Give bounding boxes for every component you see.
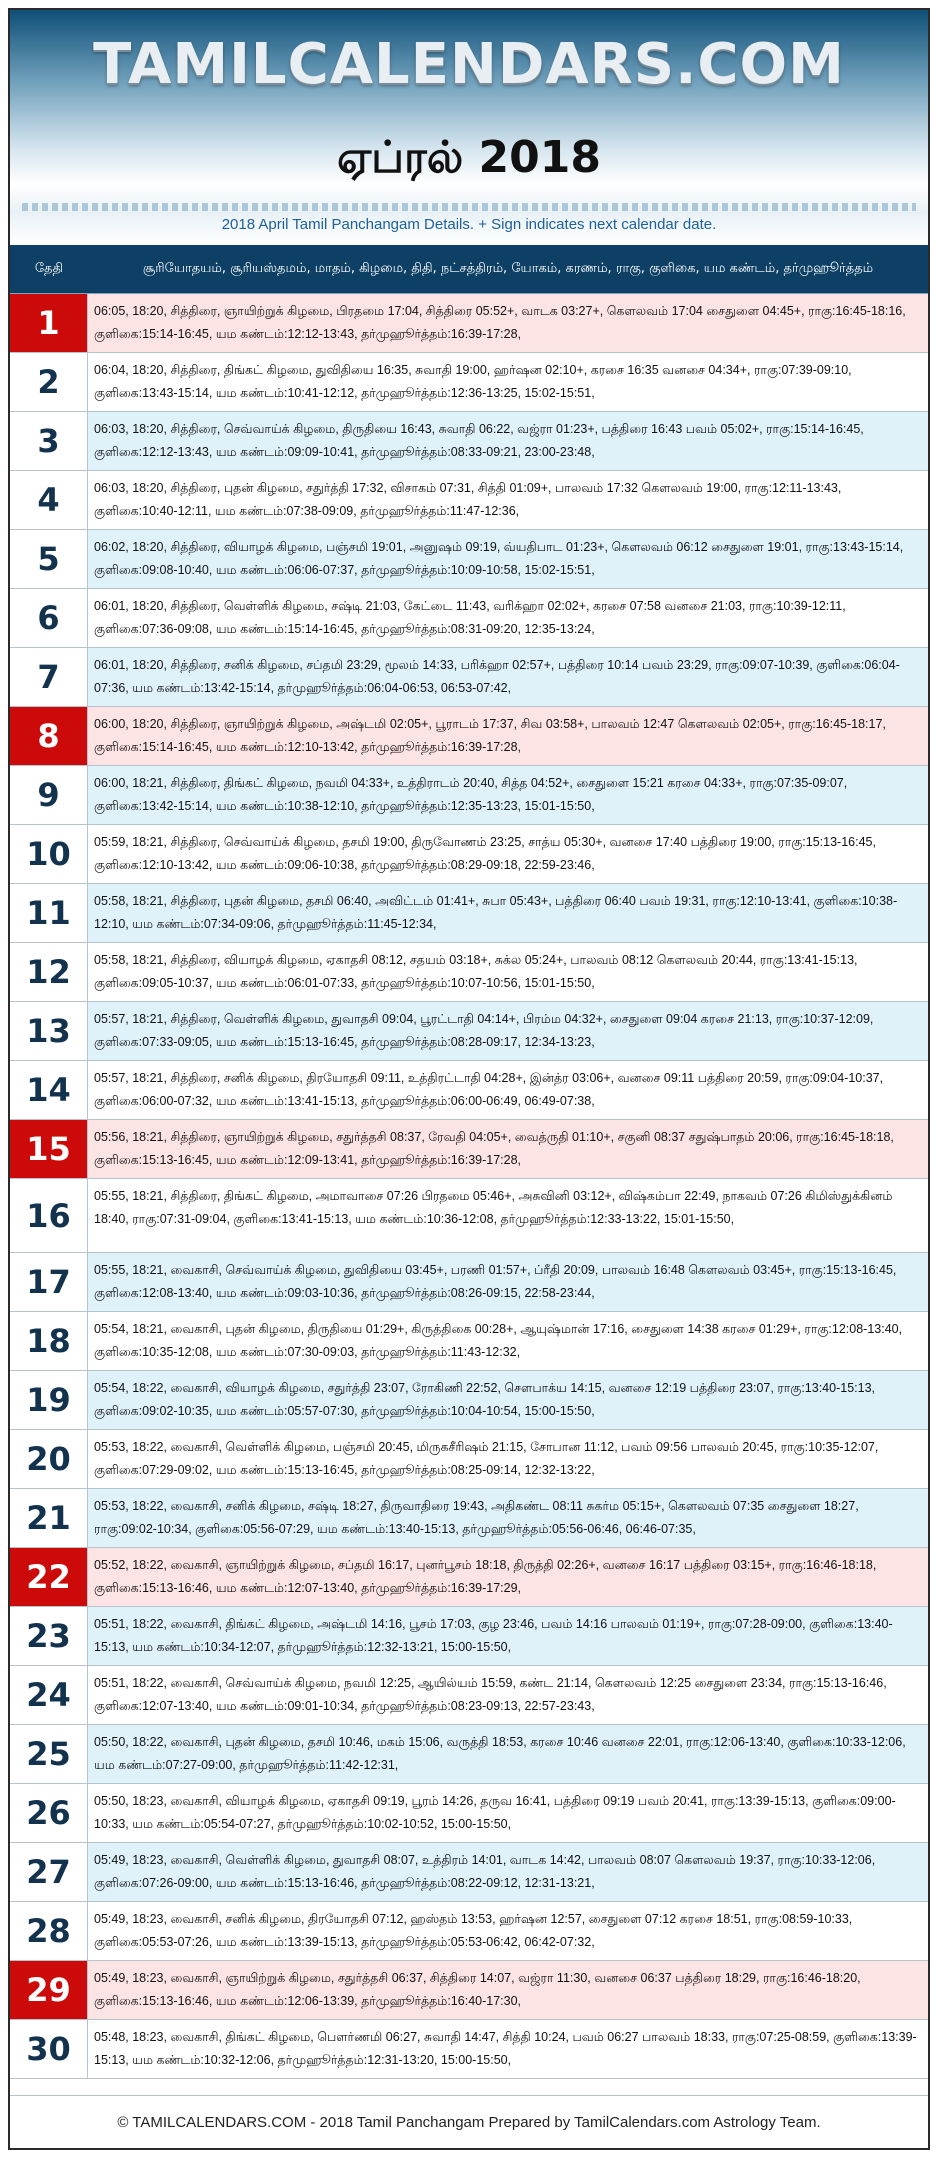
panchangam-details-cell: 05:58, 18:21, சித்திரை, வியாழக் கிழமை, ஏகாதசி 08:12, சதயம் 03:18+, சுக்ல 05:24+, பாலவம் 08:12 கௌலவம் 20:44, ராகு:13:41-15:13, குளிகை:09:05-10:37, யம கண்டம்:06:01-07:33, தர்முஹூர்த்தம்:10:07-10:56, 15:01-15:50, — [88, 943, 928, 1001]
page-footer: © TAMILCALENDARS.COM - 2018 Tamil Panchangam Prepared by TamilCalendars.com Astrology Team. — [10, 2095, 928, 2148]
date-cell: 9 — [10, 766, 88, 824]
panchangam-details-cell: 05:58, 18:21, சித்திரை, புதன் கிழமை, தசமி 06:40, அவிட்டம் 01:41+, சுபா 05:43+, பத்திரை 06:40 பவம் 19:31, ராகு:12:10-13:41, குளிகை:10:38-12:10, யம கண்டம்:07:34-09:06, தர்முஹூர்த்தம்:11:45-12:34, — [88, 884, 928, 942]
panchangam-details-cell: 06:03, 18:20, சித்திரை, செவ்வாய்க் கிழமை, திருதியை 16:43, சுவாதி 06:22, வஜ்ரா 01:23+, பத்திரை 16:43 பவம் 05:02+, ராகு:15:14-16:45, குளிகை:12:12-13:43, யம கண்டம்:09:09-10:41, தர்முஹூர்த்தம்:08:33-09:21, 23:00-23:48, — [88, 412, 928, 470]
table-row — [10, 530, 928, 589]
sunday-date-cell: 15 — [10, 1120, 88, 1178]
date-cell: 24 — [10, 1666, 88, 1724]
panchangam-details-cell: 05:54, 18:21, வைகாசி, புதன் கிழமை, திருதியை 01:29+, கிருத்திகை 00:28+, ஆயுஷ்மான் 17:16, சைதுளை 14:38 கரசை 01:29+, ராகு:12:08-13:40, குளிகை:10:35-12:08, யம கண்டம்:07:30-09:03, தர்முஹூர்த்தம்:11:43-12:32, — [88, 1312, 928, 1370]
table-row — [10, 1253, 928, 1312]
date-cell: 7 — [10, 648, 88, 706]
panchangam-details-cell: 05:52, 18:22, வைகாசி, ஞாயிற்றுக் கிழமை, சப்தமி 16:17, புனர்பூசம் 18:18, திருத்தி 02:26+, வனசை 16:17 பத்திரை 03:15+, ராகு:16:46-18:18, குளிகை:15:13-16:46, யம கண்டம்:12:07-13:40, தர்முஹூர்த்தம்:16:39-17:29, — [88, 1548, 928, 1606]
date-cell: 3 — [10, 412, 88, 470]
panchangam-details-cell: 05:51, 18:22, வைகாசி, செவ்வாய்க் கிழமை, நவமி 12:25, ஆயில்யம் 15:59, கண்ட 21:14, கௌலவம் 12:25 சைதுளை 23:34, ராகு:15:13-16:46, குளிகை:12:07-13:40, யம கண்டம்:09:01-10:34, தர்முஹூர்த்தம்:08:23-09:13, 22:57-23:43, — [88, 1666, 928, 1724]
table-row — [10, 1179, 928, 1253]
panchangam-details-cell: 05:50, 18:23, வைகாசி, வியாழக் கிழமை, ஏகாதசி 09:19, பூரம் 14:26, தருவ 16:41, பத்திரை 09:19 பவம் 20:41, ராகு:13:39-15:13, குளிகை:09:00-10:33, யம கண்டம்:05:54-07:27, தர்முஹூர்த்தம்:10:02-10:52, 15:00-15:50, — [88, 1784, 928, 1842]
column-header-date: தேதி — [34, 261, 64, 276]
date-cell: 2 — [10, 353, 88, 411]
table-row — [10, 1371, 928, 1430]
table-header — [10, 245, 928, 294]
date-cell: 28 — [10, 1902, 88, 1960]
table-row — [10, 1607, 928, 1666]
table-row — [10, 1902, 928, 1961]
table-row — [10, 884, 928, 943]
date-cell: 5 — [10, 530, 88, 588]
table-row — [10, 943, 928, 1002]
date-cell: 19 — [10, 1371, 88, 1429]
table-row — [10, 648, 928, 707]
table-row — [10, 2020, 928, 2079]
table-row — [10, 1961, 928, 2020]
date-cell: 4 — [10, 471, 88, 529]
date-cell: 16 — [10, 1179, 88, 1252]
table-row — [10, 1725, 928, 1784]
panchangam-details-cell: 05:55, 18:21, சித்திரை, திங்கட் கிழமை, அமாவாசை 07:26 பிரதமை 05:46+, அசுவினி 03:12+, விஷ்கம்பா 22:49, நாகவம் 07:26 கிமிஸ்துக்கினம் 18:40, ராகு:07:31-09:04, குளிகை:13:41-15:13, யம கண்டம்:10:36-12:08, தர்முஹூர்த்தம்:12:33-13:22, 15:01-15:50, — [88, 1179, 928, 1252]
panchangam-details-cell: 05:57, 18:21, சித்திரை, சனிக் கிழமை, திரயோதசி 09:11, உத்திரட்டாதி 04:28+, இன்த்ர 03:06+, வனசை 09:11 பத்திரை 20:59, ராகு:09:04-10:37, குளிகை:06:00-07:32, யம கண்டம்:13:41-15:13, தர்முஹூர்த்தம்:06:00-06:49, 06:49-07:38, — [88, 1061, 928, 1119]
panchangam-details-cell: 05:55, 18:21, வைகாசி, செவ்வாய்க் கிழமை, துவிதியை 03:45+, பரணி 01:57+, ப்ரீதி 20:09, பாலவம் 16:48 கௌலவம் 03:45+, ராகு:15:13-16:45, குளிகை:12:08-13:40, யம கண்டம்:09:03-10:36, தர்முஹூர்த்தம்:08:26-09:15, 22:58-23:44, — [88, 1253, 928, 1311]
table-row — [10, 766, 928, 825]
panchangam-details-cell: 06:00, 18:20, சித்திரை, ஞாயிற்றுக் கிழமை, அஷ்டமி 02:05+, பூராடம் 17:37, சிவ 03:58+, பாலவம் 12:47 கௌலவம் 02:05+, ராகு:16:45-18:17, குளிகை:15:14-16:45, யம கண்டம்:12:10-13:42, தர்முஹூர்த்தம்:16:39-17:28, — [88, 707, 928, 765]
date-cell: 26 — [10, 1784, 88, 1842]
date-cell: 17 — [10, 1253, 88, 1311]
table-row — [10, 1312, 928, 1371]
calendar-page — [8, 8, 930, 2150]
table-row — [10, 471, 928, 530]
table-row — [10, 1843, 928, 1902]
panchangam-details-cell: 05:59, 18:21, சித்திரை, செவ்வாய்க் கிழமை, தசமி 19:00, திருவோணம் 23:25, சாத்ய 05:30+, வனசை 17:40 பத்திரை 19:00, ராகு:15:13-16:45, குளிகை:12:10-13:42, யம கண்டம்:09:06-10:38, தர்முஹூர்த்தம்:08:29-09:18, 22:59-23:46, — [88, 825, 928, 883]
decorative-divider — [22, 203, 916, 211]
table-row — [10, 1430, 928, 1489]
table-row — [10, 1489, 928, 1548]
table-row — [10, 825, 928, 884]
panchangam-details-cell: 05:49, 18:23, வைகாசி, வெள்ளிக் கிழமை, துவாதசி 08:07, உத்திரம் 14:01, வாடக 14:42, பாலவம் 08:07 கௌலவம் 19:37, ராகு:10:33-12:06, குளிகை:07:26-09:00, யம கண்டம்:15:13-16:46, தர்முஹூர்த்தம்:08:22-09:12, 12:31-13:21, — [88, 1843, 928, 1901]
panchangam-details-cell: 06:05, 18:20, சித்திரை, ஞாயிற்றுக் கிழமை, பிரதமை 17:04, சித்திரை 05:52+, வாடக 03:27+, கௌலவம் 17:04 சைதுளை 04:45+, ராகு:16:45-18:16, குளிகை:15:14-16:45, யம கண்டம்:12:12-13:43, தர்முஹூர்த்தம்:16:39-17:28, — [88, 294, 928, 352]
panchangam-details-cell: 05:48, 18:23, வைகாசி, திங்கட் கிழமை, பௌர்ணமி 06:27, சுவாதி 14:47, சித்தி 10:24, பவம் 06:27 பாலவம் 18:33, ராகு:07:25-08:59, குளிகை:13:39-15:13, யம கண்டம்:10:32-12:06, தர்முஹூர்த்தம்:12:31-13:20, 15:00-15:50, — [88, 2020, 928, 2078]
page-header — [10, 10, 928, 245]
panchangam-details-cell: 06:01, 18:20, சித்திரை, வெள்ளிக் கிழமை, சஷ்டி 21:03, கேட்டை 11:43, வரிக்ஹா 02:02+, கரசை 07:58 வனசை 21:03, ராகு:10:39-12:11, குளிகை:07:36-09:08, யம கண்டம்:15:14-16:45, தர்முஹூர்த்தம்:08:31-09:20, 12:35-13:24, — [88, 589, 928, 647]
table-row — [10, 1784, 928, 1843]
panchangam-details-cell: 05:49, 18:23, வைகாசி, சனிக் கிழமை, திரயோதசி 07:12, ஹஸ்தம் 13:53, ஹர்ஷன 12:57, சைதுளை 07:12 கரசை 18:51, ராகு:08:59-10:33, குளிகை:05:53-07:26, யம கண்டம்:13:39-15:13, தர்முஹூர்த்தம்:05:53-06:42, 06:42-07:32, — [88, 1902, 928, 1960]
table-row — [10, 1061, 928, 1120]
date-cell: 18 — [10, 1312, 88, 1370]
date-cell: 10 — [10, 825, 88, 883]
page-subtitle: 2018 April Tamil Panchangam Details. + Sign indicates next calendar date. — [221, 216, 717, 233]
panchangam-details-cell: 06:04, 18:20, சித்திரை, திங்கட் கிழமை, துவிதியை 16:35, சுவாதி 19:00, ஹர்ஷன 02:10+, கரசை 16:35 வனசை 04:34+, ராகு:07:39-09:10, குளிகை:13:43-15:14, யம கண்டம்:10:41-12:12, தர்முஹூர்த்தம்:12:36-13:25, 15:02-15:51, — [88, 353, 928, 411]
panchangam-details-cell: 05:57, 18:21, சித்திரை, வெள்ளிக் கிழமை, துவாதசி 09:04, பூரட்டாதி 04:14+, பிரம்ம 04:32+, சைதுளை 09:04 கரசை 21:13, ராகு:10:37-12:09, குளிகை:07:33-09:05, யம கண்டம்:15:13-16:45, தர்முஹூர்த்தம்:08:28-09:17, 12:34-13:23, — [88, 1002, 928, 1060]
date-cell: 27 — [10, 1843, 88, 1901]
panchangam-details-cell: 05:50, 18:22, வைகாசி, புதன் கிழமை, தசமி 10:46, மகம் 15:06, வருத்தி 18:53, கரசை 10:46 வனசை 22:01, ராகு:12:06-13:40, குளிகை:10:33-12:06, யம கண்டம்:07:27-09:00, தர்முஹூர்த்தம்:11:42-12:31, — [88, 1725, 928, 1783]
sunday-date-cell: 22 — [10, 1548, 88, 1606]
panchangam-details-cell: 05:54, 18:22, வைகாசி, வியாழக் கிழமை, சதுர்த்தி 23:07, ரோகிணி 22:52, சௌபாக்ய 14:15, வனசை 12:19 பத்திரை 23:07, ராகு:13:40-15:13, குளிகை:09:02-10:35, யம கண்டம்:05:57-07:30, தர்முஹூர்த்தம்:10:04-10:54, 15:00-15:50, — [88, 1371, 928, 1429]
date-cell: 25 — [10, 1725, 88, 1783]
date-cell: 21 — [10, 1489, 88, 1547]
panchangam-details-cell: 06:03, 18:20, சித்திரை, புதன் கிழமை, சதுர்த்தி 17:32, விசாகம் 07:31, சித்தி 01:09+, பாலவம் 17:32 கௌலவம் 19:00, ராகு:12:11-13:43, குளிகை:10:40-12:11, யம கண்டம்:07:38-09:09, தர்முஹூர்த்தம்:11:47-12:36, — [88, 471, 928, 529]
date-cell: 11 — [10, 884, 88, 942]
panchangam-details-cell: 05:51, 18:22, வைகாசி, திங்கட் கிழமை, அஷ்டமி 14:16, பூசம் 17:03, குழ 23:46, பவம் 14:16 பாலவம் 01:19+, ராகு:07:28-09:00, குளிகை:13:40-15:13, யம கண்டம்:10:34-12:07, தர்முஹூர்த்தம்:12:32-13:21, 15:00-15:50, — [88, 1607, 928, 1665]
panchangam-details-cell: 06:00, 18:21, சித்திரை, திங்கட் கிழமை, நவமி 04:33+, உத்திராடம் 20:40, சித்த 04:52+, சைதுளை 15:21 கரசை 04:33+, ராகு:07:35-09:07, குளிகை:13:42-15:14, யம கண்டம்:10:38-12:10, தர்முஹூர்த்தம்:12:35-13:23, 15:01-15:50, — [88, 766, 928, 824]
column-header-details: சூரியோதயம், சூரியஸ்தமம், மாதம், கிழமை, திதி, நட்சத்திரம், யோகம், கரணம், ராகு, குளிகை, யம கண்டம், தர்முஹூர்த்தம் — [142, 261, 874, 276]
site-title: TAMILCALENDARS.COM — [93, 32, 845, 97]
table-row — [10, 412, 928, 471]
table-row — [10, 1120, 928, 1179]
panchangam-details-cell: 05:49, 18:23, வைகாசி, ஞாயிற்றுக் கிழமை, சதுர்த்தசி 06:37, சித்திரை 14:07, வஜ்ரா 11:30, வனசை 06:37 பத்திரை 18:29, ராகு:16:46-18:20, குளிகை:15:13-16:46, யம கண்டம்:12:06-13:39, தர்முஹூர்த்தம்:16:40-17:30, — [88, 1961, 928, 2019]
date-cell: 13 — [10, 1002, 88, 1060]
sunday-date-cell: 8 — [10, 707, 88, 765]
date-cell: 20 — [10, 1430, 88, 1488]
date-cell: 6 — [10, 589, 88, 647]
table-row — [10, 1548, 928, 1607]
date-cell: 14 — [10, 1061, 88, 1119]
panchangam-details-cell: 05:53, 18:22, வைகாசி, வெள்ளிக் கிழமை, பஞ்சமி 20:45, மிருகசீரிஷம் 21:15, சோபான 11:12, பவம் 09:56 பாலவம் 20:45, ராகு:10:35-12:07, குளிகை:07:29-09:02, யம கண்டம்:15:13-16:45, தர்முஹூர்த்தம்:08:25-09:14, 12:32-13:22, — [88, 1430, 928, 1488]
table-row — [10, 1002, 928, 1061]
panchangam-details-cell: 06:01, 18:20, சித்திரை, சனிக் கிழமை, சப்தமி 23:29, மூலம் 14:33, பரிக்ஹா 02:57+, பத்திரை 10:14 பவம் 23:29, ராகு:09:07-10:39, குளிகை:06:04-07:36, யம கண்டம்:13:42-15:14, தர்முஹூர்த்தம்:06:04-06:53, 06:53-07:42, — [88, 648, 928, 706]
table-row — [10, 353, 928, 412]
date-cell: 23 — [10, 1607, 88, 1665]
table-row — [10, 707, 928, 766]
panchangam-details-cell: 05:53, 18:22, வைகாசி, சனிக் கிழமை, சஷ்டி 18:27, திருவாதிரை 19:43, அதிகண்ட 08:11 சுகர்ம 05:15+, கௌலவம் 07:35 சைதுளை 18:27, ராகு:09:02-10:34, குளிகை:05:56-07:29, யம கண்டம்:13:40-15:13, தர்முஹூர்த்தம்:05:56-06:46, 06:46-07:35, — [88, 1489, 928, 1547]
table-row — [10, 1666, 928, 1725]
table-row — [10, 294, 928, 353]
table-row — [10, 589, 928, 648]
month-title: ஏப்ரல் 2018 — [336, 132, 602, 183]
date-cell: 12 — [10, 943, 88, 1001]
sunday-date-cell: 29 — [10, 1961, 88, 2019]
panchangam-table — [10, 294, 928, 2079]
panchangam-details-cell: 05:56, 18:21, சித்திரை, ஞாயிற்றுக் கிழமை, சதுர்த்தசி 08:37, ரேவதி 04:05+, வைத்ருதி 01:10+, சகுனி 08:37 சதுஷ்பாதம் 20:06, ராகு:16:45-18:18, குளிகை:15:13-16:45, யம கண்டம்:12:09-13:41, தர்முஹூர்த்தம்:16:39-17:28, — [88, 1120, 928, 1178]
sunday-date-cell: 1 — [10, 294, 88, 352]
panchangam-details-cell: 06:02, 18:20, சித்திரை, வியாழக் கிழமை, பஞ்சமி 19:01, அனுஷம் 09:19, வ்யதிபாட 01:23+, கௌலவம் 06:12 சைதுளை 19:01, ராகு:13:43-15:14, குளிகை:09:08-10:40, யம கண்டம்:06:06-07:37, தர்முஹூர்த்தம்:10:09-10:58, 15:02-15:51, — [88, 530, 928, 588]
date-cell: 30 — [10, 2020, 88, 2078]
